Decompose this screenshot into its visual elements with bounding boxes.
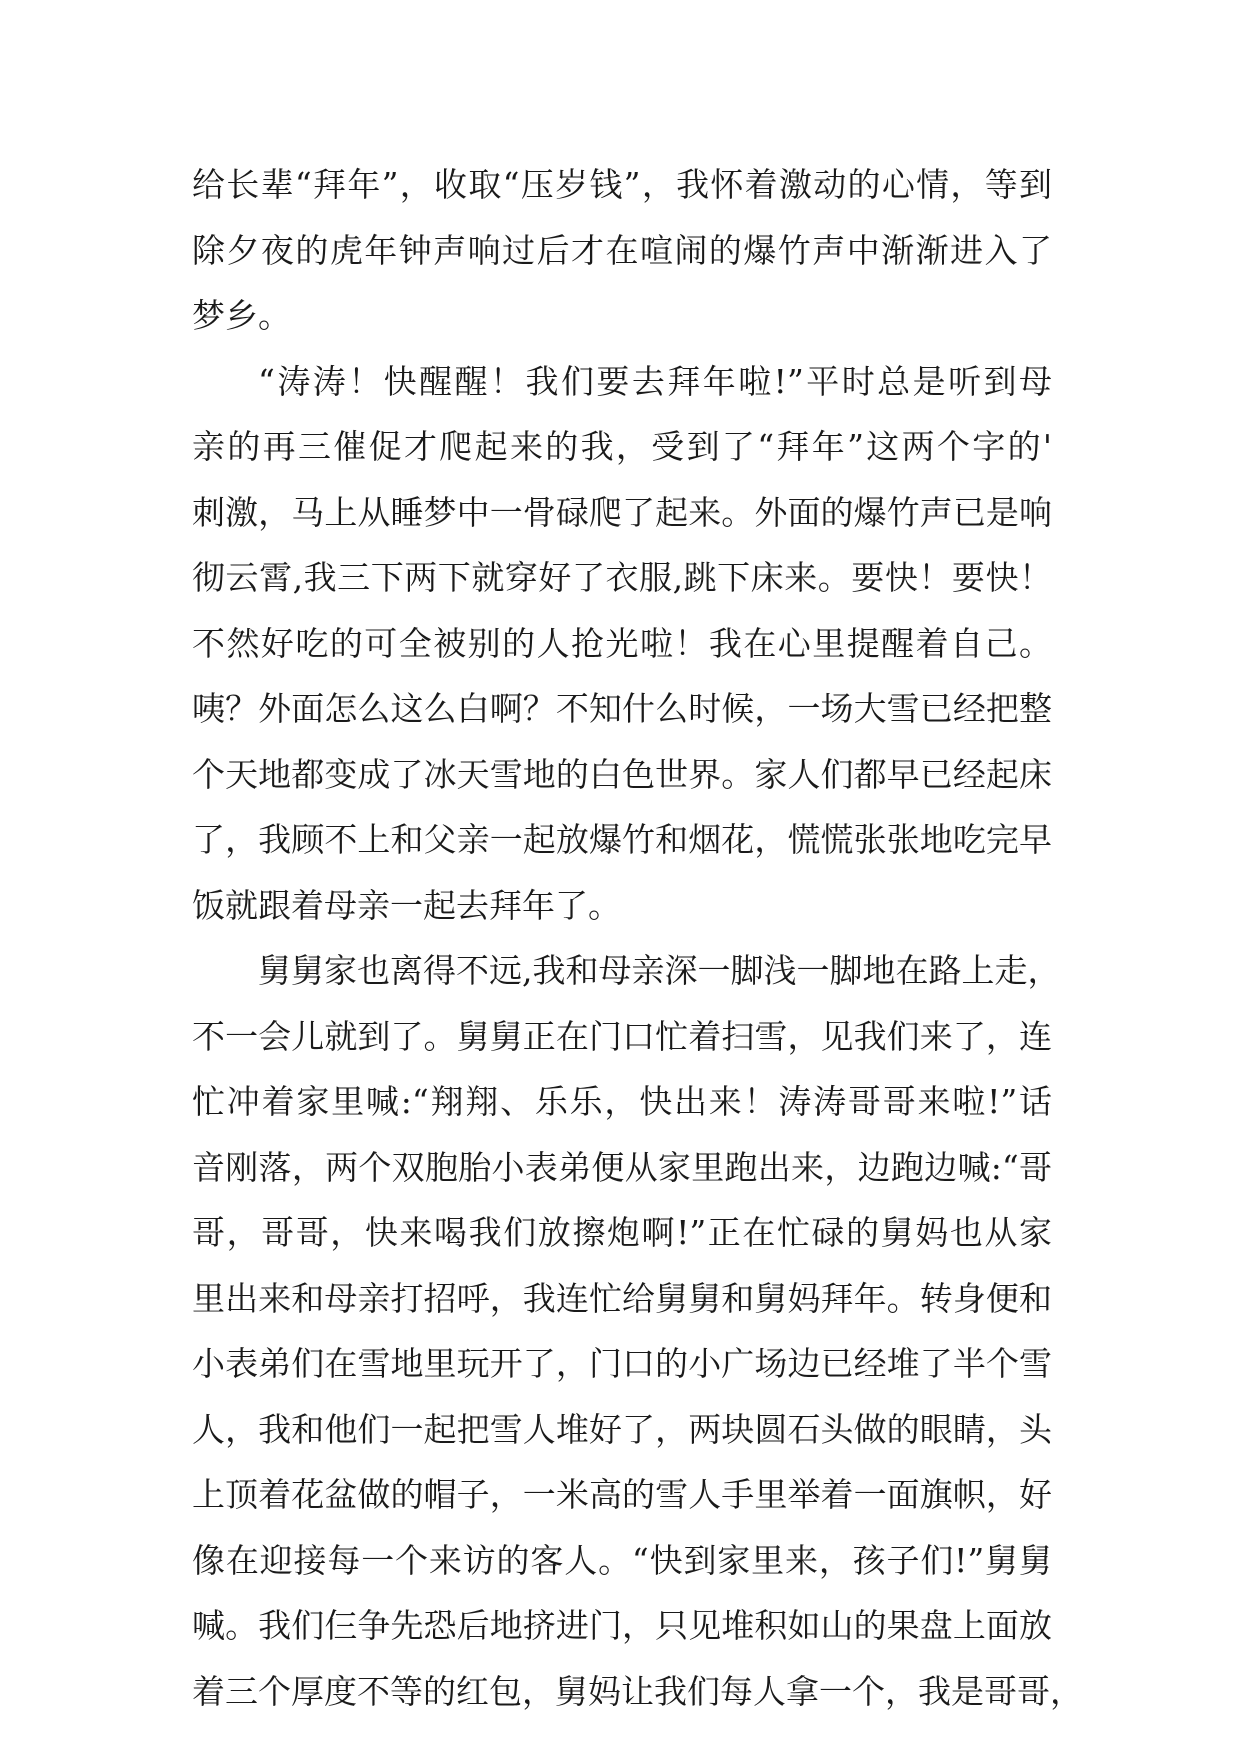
text-line: 个天地都变成了冰天雪地的白色世界。家人们都早已经起床: [192, 754, 1052, 794]
text-line: 像在迎接每一个来访的客人。“快到家里来，孩子们!”舅舅: [192, 1540, 1052, 1580]
paragraph-3: [192, 938, 1083, 1724]
text-line: 不一会儿就到了。舅舅正在门口忙着扫雪，见我们来了，连: [192, 1016, 1052, 1056]
text-line: 了，我顾不上和父亲一起放爆竹和烟花，慌慌张张地吃完早: [192, 820, 1052, 859]
text-line: “涛涛！快醒醒！我们要去拜年啦!”平时总是听到母: [258, 361, 1052, 401]
text-line: 忙冲着家里喊:“翔翔、乐乐，快出来！涛涛哥哥来啦!”话: [192, 1082, 1052, 1121]
paragraph-1: [192, 152, 1052, 349]
text-line: 除夕夜的虎年钟声响过后才在喧闹的爆竹声中渐渐进入了: [192, 230, 1052, 270]
text-line: 咦？外面怎么这么白啊？不知什么时候，一场大雪已经把整: [192, 689, 1052, 728]
text-line: 饭就跟着母亲一起去拜年了。: [192, 885, 621, 925]
text-line: 梦乡。: [192, 296, 291, 335]
text-line: 小表弟们在雪地里玩开了，门口的小广场边已经堆了半个雪: [192, 1344, 1052, 1383]
text-line: 亲的再三催促才爬起来的我，受到了“拜年”这两个字的': [192, 427, 1052, 466]
text-line: 音刚落，两个双胞胎小表弟便从家里跑出来，边跑边喊:“哥: [192, 1147, 1052, 1187]
body-text: [192, 152, 1083, 1724]
text-line: 着三个厚度不等的红包，舅妈让我们每人拿一个，我是哥哥，: [192, 1671, 1083, 1711]
text-line: 哥，哥哥，快来喝我们放擦炮啊!”正在忙碌的舅妈也从家: [192, 1213, 1052, 1252]
paragraph-2: [192, 349, 1052, 939]
text-line: 人，我和他们一起把雪人堆好了，两块圆石头做的眼睛，头: [192, 1409, 1052, 1449]
text-line: 里出来和母亲打招呼，我连忙给舅舅和舅妈拜年。转身便和: [192, 1278, 1052, 1318]
text-line: 不然好吃的可全被别的人抢光啦！我在心里提醒着自己。: [192, 623, 1052, 663]
text-line: 喊。我们仨争先恐后地挤进门，只见堆积如山的果盘上面放: [192, 1606, 1052, 1645]
text-line: 舅舅家也离得不远,我和母亲深一脚浅一脚地在路上走，: [258, 951, 1061, 990]
text-line: 给长辈“拜年”，收取“压岁钱”，我怀着激动的心情，等到: [192, 165, 1052, 204]
text-line: 刺激，马上从睡梦中一骨碌爬了起来。外面的爆竹声已是响: [192, 492, 1052, 532]
text-line: 彻云霄,我三下两下就穿好了衣服,跳下床来。要快！要快！: [192, 558, 1052, 597]
text-line: 上顶着花盆做的帽子，一米高的雪人手里举着一面旗帜，好: [192, 1475, 1052, 1514]
